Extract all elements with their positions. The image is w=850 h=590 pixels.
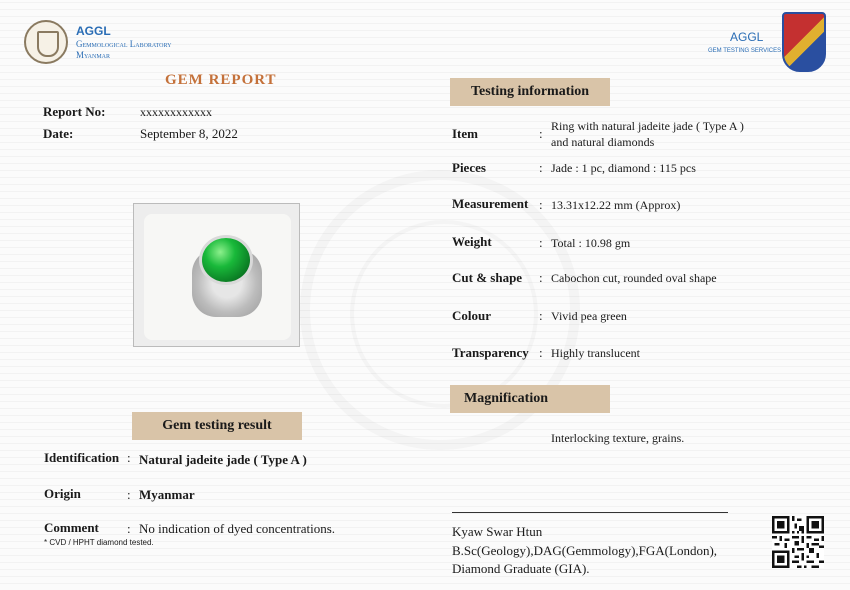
origin-value: Myanmar	[139, 487, 195, 502]
signatory-name: Kyaw Swar Htun	[452, 524, 543, 539]
right-logo-name: AGGL	[730, 30, 764, 44]
weight-separator: :	[539, 235, 543, 250]
logo-subtitle-2: Myanmar	[76, 50, 111, 60]
report-number-value: xxxxxxxxxxxx	[140, 105, 212, 119]
gem-photo	[133, 203, 300, 347]
cut-shape-separator: :	[539, 270, 543, 285]
measurement-value: 13.31x12.22 mm (Approx)	[551, 198, 681, 212]
identification-separator: :	[127, 450, 131, 465]
signatory-credentials: B.Sc(Geology),DAG(Gemmology),FGA(London),	[452, 543, 718, 558]
transparency-value: Highly translucent	[551, 346, 640, 360]
pieces-separator: :	[539, 160, 543, 175]
date-label: Date:	[43, 126, 74, 141]
shield-crest-icon	[782, 12, 826, 72]
footnote: * CVD / HPHT diamond tested.	[44, 538, 154, 547]
comment-label: Comment	[44, 520, 99, 535]
gem-testing-result-header: Gem testing result	[132, 412, 302, 440]
item-label: Item	[452, 126, 478, 141]
signatory-title: Diamond Graduate (GIA).	[452, 561, 590, 576]
item-value-line2: and natural diamonds	[551, 135, 655, 149]
identification-value: Natural jadeite jade ( Type A )	[139, 452, 307, 467]
colour-separator: :	[539, 308, 543, 323]
magnification-value: Interlocking texture, grains.	[551, 431, 685, 445]
logo-name: AGGL	[76, 24, 111, 38]
measurement-label: Measurement	[452, 196, 529, 211]
colour-value: Vivid pea green	[551, 309, 627, 323]
identification-label: Identification	[44, 450, 120, 465]
measurement-separator: :	[539, 197, 543, 212]
cut-shape-value: Cabochon cut, rounded oval shape	[551, 271, 717, 285]
magnification-header: Magnification	[450, 385, 610, 413]
weight-label: Weight	[452, 234, 492, 249]
comment-value: No indication of dyed concentrations.	[139, 521, 336, 536]
transparency-separator: :	[539, 345, 543, 360]
qr-code-icon[interactable]	[772, 516, 824, 568]
report-title: GEM REPORT	[165, 72, 277, 88]
cut-shape-label: Cut & shape	[452, 270, 523, 285]
jade-cabochon-icon	[202, 238, 250, 282]
photo-background	[144, 214, 291, 340]
lab-emblem-icon	[24, 20, 68, 64]
right-logo-subtitle: GEM TESTING SERVICES	[708, 48, 782, 54]
comment-separator: :	[127, 521, 131, 536]
item-separator: :	[539, 126, 543, 141]
origin-separator: :	[127, 487, 131, 502]
date-value: September 8, 2022	[140, 126, 238, 141]
origin-label: Origin	[44, 486, 81, 501]
logo-subtitle-1: Gemmological Laboratory	[76, 39, 172, 49]
signature-line	[452, 512, 728, 513]
report-number-label: Report No:	[43, 104, 106, 119]
transparency-label: Transparency	[452, 345, 529, 360]
testing-information-header: Testing information	[450, 78, 610, 106]
weight-value: Total : 10.98 gm	[551, 236, 631, 250]
pieces-label: Pieces	[452, 160, 486, 175]
pieces-value: Jade : 1 pc, diamond : 115 pcs	[551, 161, 696, 175]
colour-label: Colour	[452, 308, 491, 323]
item-value-line1: Ring with natural jadeite jade ( Type A )	[551, 119, 744, 133]
